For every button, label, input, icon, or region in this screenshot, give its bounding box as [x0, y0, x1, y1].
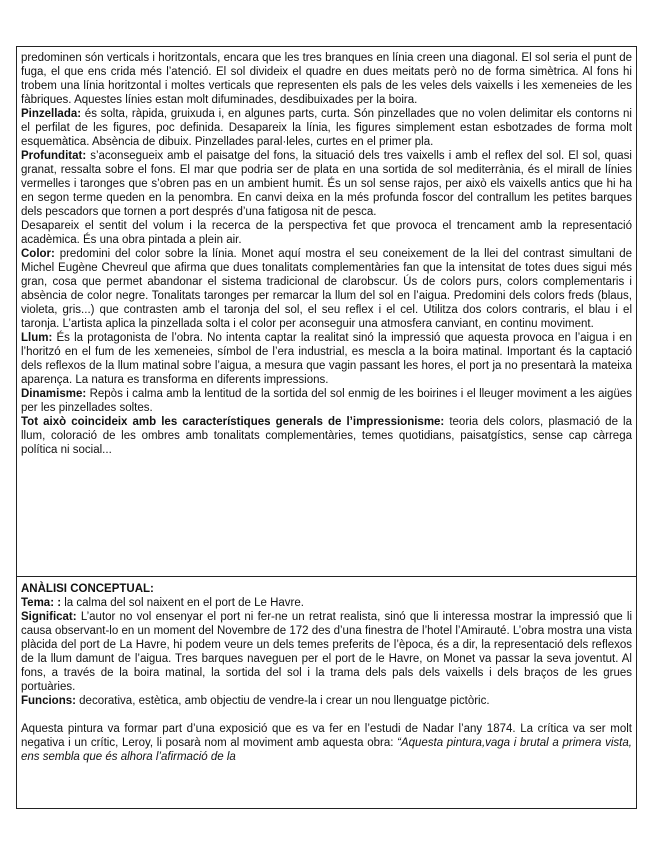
- significat-paragraph: [21, 610, 632, 694]
- funcions-label: Funcions:: [21, 695, 76, 707]
- llum-paragraph: [21, 331, 632, 387]
- llum-text: És la protagonista de l’obra. No intenta captar la realitat sinó la impressió que aquesta provoca en l’aigua i en l’horitzó en el fum de les xemeneies, símbol de l’era industrial, es mescla a la boira matinal. Important és la captació dels reflexos de la llum matinal sobre l’aigua, a mesura que vagin passant les hores, el port ja no presentarà la mateixa aparença. La natura es transforma en diferents impressions.: [21, 332, 632, 386]
- analisi-heading-paragraph: [21, 582, 632, 596]
- profunditat-label: Profunditat:: [21, 150, 87, 162]
- tema-paragraph: [21, 596, 632, 610]
- funcions-paragraph: [21, 694, 632, 708]
- cita-text: “Aquesta pintura,vaga i brutal a primera vista, ens sembla que és alhora l’afirmació de la: [21, 737, 632, 763]
- significat-text: L’autor no vol ensenyar el port ni fer-ne un retrat realista, sinó que li interessa mostrar la impressió que li causa observant-lo en un moment del Novembre de 172 des d’una finestra de l’hotel l’Amirauté. L’obra mostra una vista plàcida del port de La Havre, hi podem veure un dels temes preferits de l’època, és a dir, la representació dels reflexos de la llum damunt de l’aigua. Tres barques naveguen per el port de le Havre, on Monet va passar la seva joventut. Al fons, a través de la boira matinal, la sortida del sol i la trama dels pals dels vaixells i dels braços de les grues portuàries.: [21, 611, 632, 693]
- tema-text: la calma del sol naixent en el port de Le Havre.: [61, 597, 304, 609]
- paragraph-spacer: [21, 708, 632, 722]
- intro-paragraph: [21, 51, 632, 107]
- dinamisme-paragraph: [21, 387, 632, 415]
- llum-label: Llum:: [21, 332, 53, 344]
- pinzellada-paragraph: [21, 107, 632, 149]
- conceptual-analysis-section: [17, 577, 636, 810]
- profunditat-text: s’aconsegueix amb el paisatge del fons, la situació dels tres vaixells i amb el reflex del sol. El sol, quasi granat, ressalta sobre el fons. El mar que podria ser de plata en una sortida de sol mediterrània, és el mirall de línies vermelles i taronges que s’obren pas en un ambient humit. És un sol sense rajos, per això els vaixells antics que hi ha en segon terme queden en la penombra. En canvi deixa en la més profunda foscor del contrallum les petites barques dels pescadors que tornen a port després d’una fatigosa nit de pesca.: [21, 150, 632, 218]
- perspectiva-paragraph: [21, 219, 632, 247]
- dinamisme-text: Repòs i calma amb la lentitud de la sortida del sol enmig de les boirines i el lleuger moviment a les aigües per les pinzellades soltes.: [21, 388, 632, 414]
- conclusio-text: teoria dels colors, plasmació de la llum, coloració de les ombres amb tonalitats complementàries, temes quotidians, paisatgístics, sense cap càrrega política ni social...: [21, 416, 632, 456]
- color-text: predomini del color sobre la línia. Monet aquí mostra el seu coneixement de la llei del contrast simultani de Michel Eugène Chevreul que afirma que dues tonalitats complementàries fan que la intensitat de totes dues sigui més gran, cosa que permet abandonar el sistema tradicional de clarobscur. Ús de colors purs, colors complementaris i absència de color negre. Tonalitats taronges per remarcar la llum del sol en l’aigua. Predomini dels colors freds (blaus, violeta, gris...) que contrasten amb el taronja del sol, el seu reflex i el cel. Utilitza dos colors contraris, el blau i el taronja. L’artista aplica la pinzellada solta i el color per aconseguir una atmosfera canviant, en continu moviment.: [21, 248, 632, 330]
- document-frame: [16, 46, 637, 809]
- analisi-heading: ANÀLISI CONCEPTUAL:: [21, 583, 154, 595]
- exposicio-text: Aquesta pintura va formar part d’una exposició que es va fer en l’estudi de Nadar l’any 1874. La crítica va ser molt negativa i un crític, Leroy, li posarà nom al moviment amb aquesta obra:: [21, 723, 632, 749]
- funcions-text: decorativa, estètica, amb objectiu de vendre-la i crear un nou llenguatge pictòric.: [75, 695, 490, 707]
- tema-label: Tema: :: [21, 597, 62, 609]
- significat-label: Significat:: [21, 611, 77, 623]
- intro-text: predominen són verticals i horitzontals, encara que les tres branques en línia creen una diagonal. El sol seria el punt de fuga, el que ens crida més l’atenció. El sol divideix el quadre en dues meitats però no de forma simètrica. Al fons hi trobem una línia horitzontal i moltes verticals que representen els pals de les veles dels vaixells i les xemeneies de les fàbriques. Aquestes línies estan molt difuminades, desdibuixades per la boira.: [21, 52, 632, 106]
- exposicio-paragraph: [21, 722, 632, 764]
- dinamisme-label: Dinamisme:: [21, 388, 87, 400]
- profunditat-paragraph: [21, 149, 632, 219]
- conclusio-label: Tot això coincideix amb les característiques generals de l’impressionisme:: [21, 416, 445, 428]
- color-label: Color:: [21, 248, 55, 260]
- conclusio-paragraph: [21, 415, 632, 457]
- color-paragraph: [21, 247, 632, 331]
- pinzellada-label: Pinzellada:: [21, 108, 82, 120]
- formal-analysis-section: [17, 47, 636, 577]
- perspectiva-text: Desapareix el sentit del volum i la recerca de la perspectiva fet que provoca el trencament amb la representació acadèmica. És una obra pintada a plein air.: [21, 220, 632, 246]
- pinzellada-text: és solta, ràpida, gruixuda i, en algunes parts, curta. Són pinzellades que no volen delimitar els contorns ni el perfilat de les figures, poc definida. Desapareix la línia, les figures simplement estan esbotzades de forma molt esquemàtica. Absència de dibuix. Pinzellades paral·leles, curtes en el primer pla.: [21, 108, 632, 148]
